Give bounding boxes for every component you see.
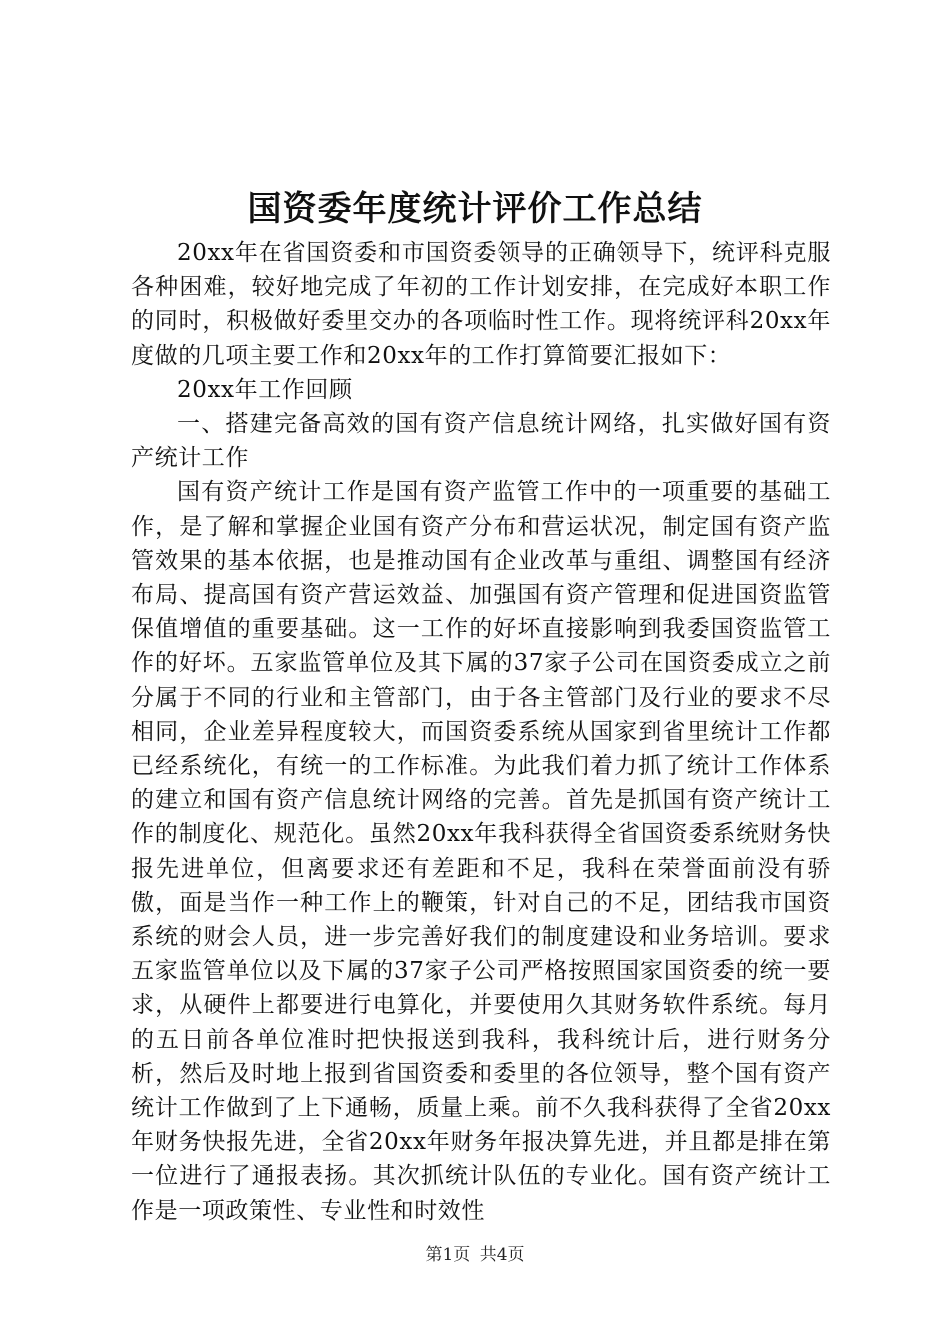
subsection-heading-1: 一、搭建完备高效的国有资产信息统计网络，扎实做好国有资产统计工作 [131, 411, 831, 472]
page-total: 共4页 [479, 1245, 525, 1265]
page-number: 第1页 [425, 1245, 471, 1265]
page-footer [0, 1243, 950, 1267]
intro-paragraph: 20xx年在省国资委和市国资委领导的正确领导下，统评科克服各种困难，较好地完成了年初的工作计划安排，在完成好本职工作的同时，积极做好委里交办的各项临时性工作。现将统评科20xx年度做的几项主要工作和20xx年的工作打算简要汇报如下： [131, 240, 831, 369]
body-paragraph-1: 国有资产统计工作是国有资产监管工作中的一项重要的基础工作，是了解和掌握企业国有资产分布和营运状况，制定国有资产监管效果的基本依据，也是推动国有企业改革与重组、调整国有经济布局、提高国有资产营运效益、加强国有资产管理和促进国资监管保值增值的重要基础。这一工作的好坏直接影响到我委国资监管工作的好坏。五家监管单位及其下属的37家子公司在国资委成立之前分属于不同的行业和主管部门，由于各主管部门及行业的要求不尽相同，企业差异程度较大，而国资委系统从国家到省里统计工作都已经系统化，有统一的工作标准。为此我们着力抓了统计工作体系的建立和国有资产信息统计网络的完善。首先是抓国有资产统计工作的制度化、规范化。虽然20xx年我科获得全省国资委系统财务快报先进单位，但离要求还有差距和不足，我科在荣誉面前没有骄傲，面是当作一种工作上的鞭策，针对自己的不足，团结我市国资系统的财会人员，进一步完善好我们的制度建设和业务培训。要求五家监管单位以及下属的37家子公司严格按照国家国资委的统一要求，从硬件上都要进行电算化，并要使用久其财务软件系统。每月的五日前各单位准时把快报送到我科，我科统计后，进行财务分析，然后及时地上报到省国资委和委里的各位领导，整个国有资产统计工作做到了上下通畅，质量上乘。前不久我科获得了全省20xx年财务快报先进，全省20xx年财务年报决算先进，并且都是排在第一位进行了通报表扬。其次抓统计队伍的专业化。国有资产统计工作是一项政策性、专业性和时效性 [131, 479, 831, 1224]
document-body [131, 236, 831, 1228]
document-title: 国资委年度统计评价工作总结 [247, 189, 703, 229]
section-heading-review: 20xx年工作回顾 [177, 376, 353, 403]
